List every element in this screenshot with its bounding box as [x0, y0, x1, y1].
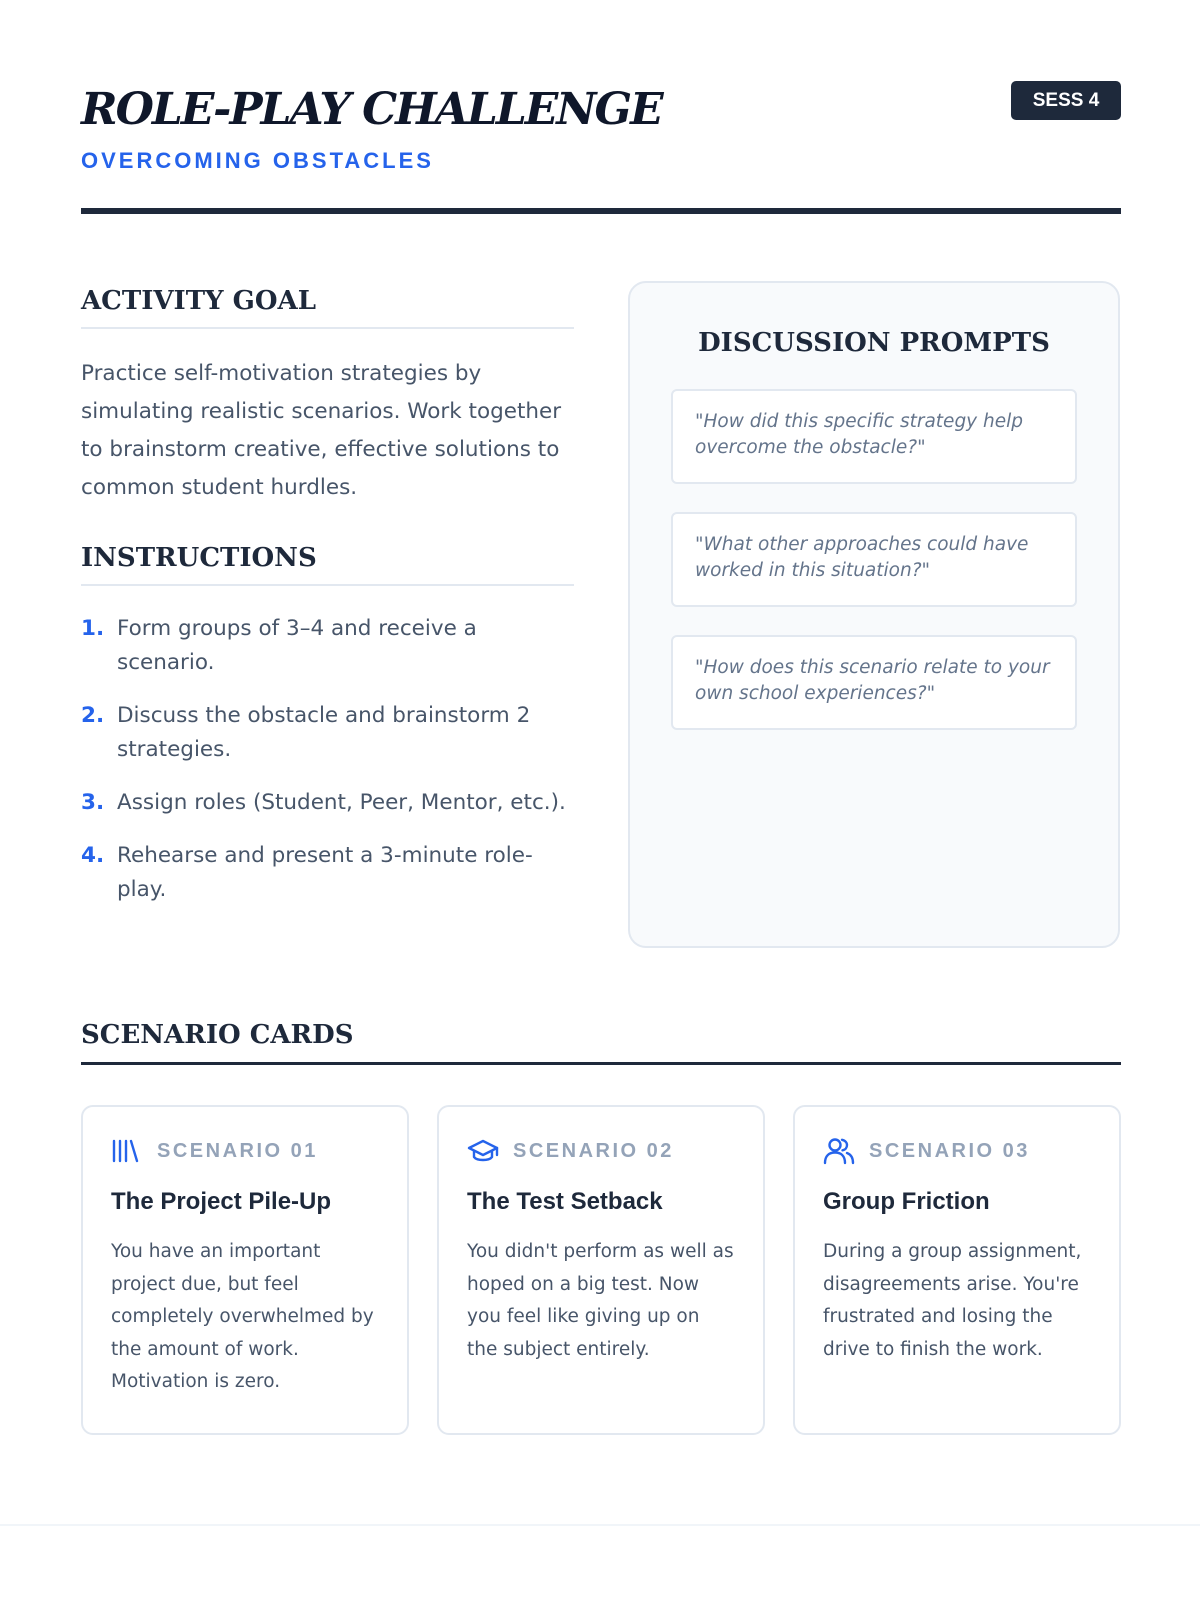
step-text: Rehearse and present a 3-minute role-play. — [117, 843, 533, 902]
header-divider — [81, 208, 1121, 214]
instruction-step — [81, 839, 574, 907]
scenario-card-header — [111, 1136, 379, 1166]
books-icon — [111, 1136, 145, 1166]
scenario-card-list — [81, 1105, 1121, 1435]
instructions-section — [81, 543, 574, 907]
scenario-card — [793, 1105, 1121, 1435]
step-text: Discuss the obstacle and brainstorm 2 strategies. — [117, 703, 531, 762]
left-column — [81, 286, 574, 926]
session-badge: SESS 4 — [1011, 81, 1121, 120]
prompt-card: "How does this scenario relate to your own school experiences?" — [671, 635, 1077, 730]
instructions-heading: INSTRUCTIONS — [81, 543, 317, 573]
activity-goal-text: Practice self-motivation strategies by simulating realistic scenarios. Work together to brainstorm creative, effective solutions to common student hurdles. — [81, 361, 562, 500]
instructions-list — [81, 612, 574, 907]
activity-goal-heading: ACTIVITY GOAL — [81, 286, 316, 316]
scenario-description: You didn't perform as well as hoped on a big test. Now you feel like giving up on the subject entirely. — [467, 1241, 734, 1360]
step-text: Form groups of 3–4 and receive a scenario. — [117, 616, 477, 675]
scenario-cards-heading: SCENARIO CARDS — [81, 1020, 354, 1050]
prompt-card: "How did this specific strategy help overcome the obstacle?" — [671, 389, 1077, 484]
footer-divider — [0, 1524, 1200, 1526]
step-number: 4. — [81, 843, 105, 868]
scenario-label: SCENARIO 01 — [157, 1139, 318, 1162]
scenario-label: SCENARIO 03 — [869, 1139, 1030, 1162]
step-text: Assign roles (Student, Peer, Mentor, etc.). — [117, 790, 566, 815]
scenario-card — [81, 1105, 409, 1435]
step-number: 2. — [81, 703, 105, 728]
instruction-step — [81, 612, 574, 680]
page-header — [81, 78, 1121, 174]
discussion-prompts-panel — [628, 281, 1120, 948]
instruction-step — [81, 699, 574, 767]
graduation-cap-icon — [467, 1136, 501, 1166]
scenario-description: During a group assignment, disagreements arise. You're frustrated and losing the drive to finish the work. — [823, 1241, 1082, 1360]
scenario-title: Group Friction — [823, 1188, 990, 1215]
step-number: 3. — [81, 790, 105, 815]
scenario-label: SCENARIO 02 — [513, 1139, 674, 1162]
instructions-heading-wrap — [81, 543, 574, 586]
scenario-heading-wrap — [81, 1020, 1121, 1065]
users-icon — [823, 1136, 857, 1166]
scenario-title: The Project Pile-Up — [111, 1188, 332, 1215]
page-title: ROLE-PLAY CHALLENGE — [81, 84, 662, 135]
scenario-card-header — [823, 1136, 1091, 1166]
scenario-description: You have an important project due, but feel completely overwhelmed by the amount of work. Motivation is zero. — [111, 1241, 374, 1392]
scenario-title: The Test Setback — [467, 1188, 663, 1215]
step-number: 1. — [81, 616, 105, 641]
prompt-card: "What other approaches could have worked in this situation?" — [671, 512, 1077, 607]
scenario-card-header — [467, 1136, 735, 1166]
scenario-card — [437, 1105, 765, 1435]
activity-goal-heading-wrap — [81, 286, 574, 329]
page-subtitle: OVERCOMING OBSTACLES — [81, 148, 434, 173]
scenario-cards-section — [81, 1020, 1121, 1435]
discussion-prompts-heading: DISCUSSION PROMPTS — [698, 328, 1050, 358]
instruction-step — [81, 786, 574, 820]
